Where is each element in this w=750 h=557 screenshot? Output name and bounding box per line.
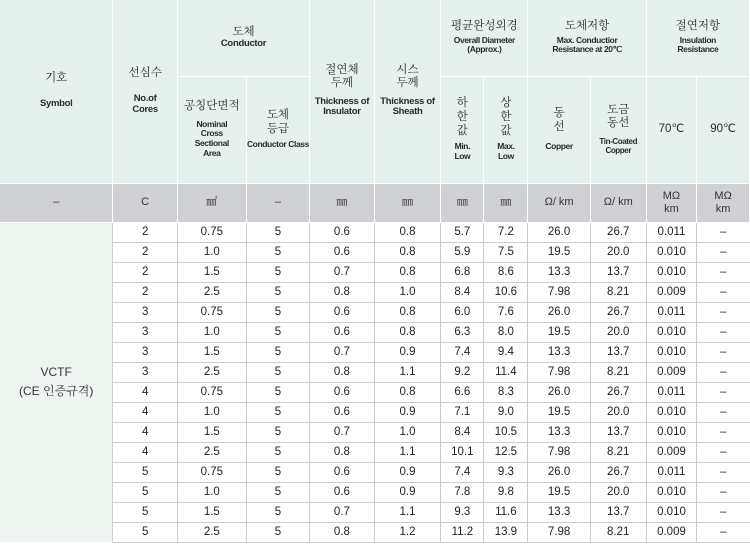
table-cell: 5	[246, 402, 309, 422]
copper-header-ko-1: 동	[553, 106, 565, 119]
low-header-ko-3: 값	[456, 124, 468, 137]
table-cell: 5	[246, 462, 309, 482]
table-cell: 5	[246, 362, 309, 382]
table-cell: 5	[246, 262, 309, 282]
table-cell: –	[697, 402, 750, 422]
insulation-resistance-header-en: Insulation Resistance	[677, 34, 719, 55]
sheath-header	[374, 0, 441, 183]
table-cell: 13.3	[528, 262, 590, 282]
table-cell: 8.21	[590, 442, 646, 462]
table-cell: 2.5	[177, 522, 246, 542]
table-cell: 1.0	[374, 282, 441, 302]
table-row	[0, 422, 750, 442]
table-cell: 26.0	[528, 462, 590, 482]
tin-copper-header-en: Tin-Coated Copper	[599, 136, 638, 155]
table-cell: 1.5	[177, 502, 246, 522]
table-cell: 10.5	[484, 422, 528, 442]
table-cell: 8.21	[590, 282, 646, 302]
table-cell: 7.4	[441, 342, 484, 362]
table-cell: 5	[113, 482, 178, 502]
insulation-resistance-header	[646, 0, 749, 76]
unit-cell: C	[113, 183, 178, 222]
tin-copper-header	[590, 76, 646, 183]
table-cell: 19.5	[528, 322, 590, 342]
table-cell: 26.7	[590, 222, 646, 242]
table-cell: 11.4	[484, 362, 528, 382]
table-cell: 13.7	[590, 342, 646, 362]
table-cell: 3	[113, 362, 178, 382]
temp-70-header	[646, 76, 697, 183]
table-cell: 3	[113, 322, 178, 342]
table-row	[0, 342, 750, 362]
table-cell: –	[697, 442, 750, 462]
table-cell: 13.7	[590, 262, 646, 282]
table-cell: 2	[113, 282, 178, 302]
symbol-name: VCTF	[40, 365, 72, 380]
table-cell: 5	[246, 242, 309, 262]
table-cell: 0.8	[310, 522, 375, 542]
unit-cell: ㎜	[374, 183, 441, 222]
table-cell: 8.21	[590, 362, 646, 382]
table-row	[0, 282, 750, 302]
temp-90-label: 90℃	[710, 122, 736, 135]
table-cell: 0.8	[310, 282, 375, 302]
table-cell: 12.5	[484, 442, 528, 462]
unit-cell: Ω/ km	[590, 183, 646, 222]
table-cell: 10.6	[484, 282, 528, 302]
table-cell: 9.3	[441, 502, 484, 522]
table-cell: 5	[113, 502, 178, 522]
table-cell: 19.5	[528, 402, 590, 422]
table-cell: –	[697, 342, 750, 362]
table-cell: –	[697, 322, 750, 342]
table-row	[0, 402, 750, 422]
insulator-header	[310, 0, 375, 183]
table-cell: 7.98	[528, 282, 590, 302]
table-cell: –	[697, 422, 750, 442]
table-cell: 5.7	[441, 222, 484, 242]
table-cell: 0.8	[374, 382, 441, 402]
sheath-header-en: Thickness of Sheath	[380, 95, 435, 118]
table-cell: 20.0	[590, 402, 646, 422]
table-cell: 5	[246, 342, 309, 362]
table-cell: 0.8	[374, 222, 441, 242]
unit-cell: ㎟	[177, 183, 246, 222]
symbol-header-ko: 기호	[45, 72, 68, 85]
table-cell: 0.011	[646, 462, 697, 482]
table-cell: 7.98	[528, 442, 590, 462]
table-cell: 0.75	[177, 302, 246, 322]
table-cell: 9.2	[441, 362, 484, 382]
low-header-ko-2: 한	[456, 110, 468, 123]
resistance-header	[528, 0, 646, 76]
tin-copper-header-ko: 도금 동선	[607, 104, 630, 130]
table-cell: 1.0	[177, 322, 246, 342]
table-cell: 7.98	[528, 362, 590, 382]
table-cell: –	[697, 462, 750, 482]
table-cell: 11.6	[484, 502, 528, 522]
table-cell: 20.0	[590, 482, 646, 502]
table-cell: –	[697, 502, 750, 522]
table-cell: 13.3	[528, 422, 590, 442]
table-cell: 4	[113, 382, 178, 402]
table-cell: 0.6	[310, 242, 375, 262]
table-cell: –	[697, 382, 750, 402]
symbol-note: (CE 인증규격)	[19, 384, 94, 399]
resistance-header-ko: 도체저항	[564, 20, 610, 33]
table-cell: 1.1	[374, 502, 441, 522]
table-cell: 9.4	[484, 342, 528, 362]
table-cell: 0.6	[310, 322, 375, 342]
table-cell: 0.7	[310, 422, 375, 442]
table-cell: 1.0	[177, 482, 246, 502]
table-cell: 3	[113, 342, 178, 362]
high-header-ko-3: 값	[500, 124, 512, 137]
table-row	[0, 482, 750, 502]
table-cell: 0.8	[310, 362, 375, 382]
table-cell: 1.1	[374, 442, 441, 462]
table-row	[0, 322, 750, 342]
table-cell: 5	[246, 522, 309, 542]
table-cell: 0.010	[646, 402, 697, 422]
symbol-header	[0, 0, 113, 183]
table-cell: 9.0	[484, 402, 528, 422]
table-row	[0, 242, 750, 262]
area-header-ko: 공칭단면적	[184, 100, 240, 113]
table-cell: 19.5	[528, 482, 590, 502]
unit-cell: ㎜	[484, 183, 528, 222]
table-row	[0, 462, 750, 482]
table-cell: 1.0	[374, 422, 441, 442]
table-cell: 4	[113, 422, 178, 442]
symbol-cell	[0, 222, 113, 542]
table-cell: 8.4	[441, 422, 484, 442]
table-cell: 7.6	[484, 302, 528, 322]
table-cell: 13.9	[484, 522, 528, 542]
table-cell: 6.6	[441, 382, 484, 402]
table-cell: 0.010	[646, 342, 697, 362]
low-header-ko-1: 하	[456, 97, 468, 110]
area-header	[177, 76, 246, 183]
unit-cell: ㎜	[441, 183, 484, 222]
table-cell: 1.2	[374, 522, 441, 542]
table-cell: 5	[246, 382, 309, 402]
table-cell: 0.011	[646, 382, 697, 402]
unit-cell: –	[0, 183, 113, 222]
table-cell: 0.010	[646, 322, 697, 342]
table-cell: 26.7	[590, 302, 646, 322]
table-cell: 0.6	[310, 222, 375, 242]
table-cell: 5	[246, 442, 309, 462]
table-cell: 7.5	[484, 242, 528, 262]
table-cell: 0.8	[374, 242, 441, 262]
table-cell: 1.1	[374, 362, 441, 382]
table-row	[0, 442, 750, 462]
table-cell: –	[697, 282, 750, 302]
temp-70-label: 70℃	[658, 122, 685, 135]
cores-header-en: No.of Cores	[132, 92, 158, 115]
table-cell: 1.0	[177, 402, 246, 422]
table-cell: 26.0	[528, 302, 590, 322]
table-cell: 7.8	[441, 482, 484, 502]
table-cell: 13.7	[590, 422, 646, 442]
diameter-header-ko: 평균완성외경	[451, 20, 518, 33]
table-cell: –	[697, 242, 750, 262]
sheath-header-ko: 시스 두께	[396, 64, 419, 90]
table-cell: 10.1	[441, 442, 484, 462]
table-cell: 0.8	[374, 322, 441, 342]
insulator-header-ko: 절연체 두께	[325, 64, 359, 90]
area-header-en: Nominal Cross Sectional Area	[194, 118, 229, 158]
table-cell: 2.5	[177, 442, 246, 462]
temp-90-header	[697, 76, 750, 183]
table-cell: 0.6	[310, 382, 375, 402]
table-cell: 2	[113, 242, 178, 262]
table-cell: 0.010	[646, 422, 697, 442]
table-cell: 7.98	[528, 522, 590, 542]
diameter-header-en: Overall Diameter (Approx.)	[453, 34, 515, 55]
table-cell: 4	[113, 402, 178, 422]
table-cell: 0.6	[310, 302, 375, 322]
table-cell: –	[697, 302, 750, 322]
cores-header-ko: 선심수	[128, 66, 162, 79]
table-row	[0, 262, 750, 282]
table-cell: 6.8	[441, 262, 484, 282]
table-row	[0, 502, 750, 522]
high-header-ko-2: 한	[500, 110, 512, 123]
table-cell: 0.009	[646, 522, 697, 542]
table-cell: 0.011	[646, 302, 697, 322]
copper-header-ko-2: 선	[553, 120, 565, 133]
unit-cell: Ω/ km	[528, 183, 590, 222]
table-cell: –	[697, 362, 750, 382]
table-cell: 0.9	[374, 462, 441, 482]
copper-header	[528, 76, 590, 183]
units-row	[0, 183, 750, 222]
resistance-header-en: Max. Conductior Resistance at 20℃	[552, 34, 622, 55]
table-cell: 0.75	[177, 382, 246, 402]
table-cell: –	[697, 222, 750, 242]
table-cell: 0.8	[374, 262, 441, 282]
table-cell: 0.9	[374, 402, 441, 422]
table-cell: 2	[113, 262, 178, 282]
table-cell: 0.011	[646, 222, 697, 242]
table-cell: 0.010	[646, 482, 697, 502]
table-cell: 13.7	[590, 502, 646, 522]
table-cell: 7.4	[441, 462, 484, 482]
table-cell: 0.010	[646, 262, 697, 282]
table-row	[0, 302, 750, 322]
table-cell: 5	[246, 302, 309, 322]
symbol-header-en: Symbol	[39, 98, 73, 110]
table-cell: 0.75	[177, 462, 246, 482]
table-cell: 5	[246, 422, 309, 442]
table-cell: 0.8	[310, 442, 375, 462]
table-cell: 7.1	[441, 402, 484, 422]
table-cell: 5.9	[441, 242, 484, 262]
table-cell: –	[697, 262, 750, 282]
table-cell: 2.5	[177, 282, 246, 302]
unit-cell: –	[246, 183, 309, 222]
table-cell: 7.2	[484, 222, 528, 242]
table-cell: 5	[246, 222, 309, 242]
table-cell: 13.3	[528, 342, 590, 362]
table-cell: 3	[113, 302, 178, 322]
table-cell: 0.009	[646, 282, 697, 302]
class-header-ko: 도체 등급	[266, 109, 290, 135]
table-cell: 5	[246, 322, 309, 342]
table-row	[0, 522, 750, 542]
table-cell: 19.5	[528, 242, 590, 262]
table-cell: 20.0	[590, 322, 646, 342]
table-cell: 0.7	[310, 342, 375, 362]
table-cell: 4	[113, 442, 178, 462]
diameter-header	[441, 0, 528, 76]
table-cell: 0.6	[310, 402, 375, 422]
table-cell: –	[697, 482, 750, 502]
table-cell: 1.0	[177, 242, 246, 262]
table-cell: 5	[246, 482, 309, 502]
table-cell: 0.6	[310, 462, 375, 482]
table-cell: 6.0	[441, 302, 484, 322]
table-row	[0, 362, 750, 382]
table-cell: 8.0	[484, 322, 528, 342]
table-cell: 8.21	[590, 522, 646, 542]
table-row	[0, 222, 750, 242]
low-header-en: Min. Low	[454, 141, 471, 162]
high-header-ko-1: 상	[500, 97, 512, 110]
table-cell: 1.5	[177, 422, 246, 442]
low-header	[441, 76, 484, 183]
unit-cell: MΩ km	[697, 183, 750, 222]
insulator-header-en: Thickness of Insulator	[314, 95, 370, 118]
table-cell: 0.7	[310, 262, 375, 282]
table-cell: 0.010	[646, 502, 697, 522]
table-cell: 5	[113, 462, 178, 482]
table-cell: 26.7	[590, 462, 646, 482]
table-cell: 0.8	[374, 302, 441, 322]
table-cell: 0.7	[310, 502, 375, 522]
conductor-header-en: Conductor	[220, 37, 267, 49]
cores-header	[113, 0, 178, 183]
table-cell: 8.4	[441, 282, 484, 302]
table-cell: 0.6	[310, 482, 375, 502]
table-cell: 2.5	[177, 362, 246, 382]
table-cell: 9.8	[484, 482, 528, 502]
high-header-en: Max. Low	[497, 141, 515, 162]
table-cell: 0.9	[374, 482, 441, 502]
table-cell: –	[697, 522, 750, 542]
table-cell: 1.5	[177, 342, 246, 362]
table-cell: 13.3	[528, 502, 590, 522]
high-header	[484, 76, 528, 183]
table-row	[0, 382, 750, 402]
table-cell: 8.6	[484, 262, 528, 282]
table-cell: 0.9	[374, 342, 441, 362]
table-cell: 2	[113, 222, 178, 242]
table-cell: 11.2	[441, 522, 484, 542]
table-cell: 5	[246, 282, 309, 302]
conductor-header-ko: 도체	[232, 25, 255, 38]
class-header-en: Conductor Class	[246, 138, 309, 149]
table-cell: 9.3	[484, 462, 528, 482]
table-cell: 0.75	[177, 222, 246, 242]
insulation-resistance-header-ko: 절연저항	[675, 20, 721, 33]
table-cell: 26.0	[528, 382, 590, 402]
conductor-header	[177, 0, 309, 76]
table-cell: 20.0	[590, 242, 646, 262]
unit-cell: ㎜	[310, 183, 375, 222]
table-cell: 0.009	[646, 362, 697, 382]
table-cell: 1.5	[177, 262, 246, 282]
table-cell: 26.0	[528, 222, 590, 242]
table-cell: 0.010	[646, 242, 697, 262]
table-cell: 5	[246, 502, 309, 522]
table-cell: 0.009	[646, 442, 697, 462]
table-cell: 8.3	[484, 382, 528, 402]
unit-cell: MΩ km	[646, 183, 697, 222]
table-cell: 5	[113, 522, 178, 542]
table-cell: 6.3	[441, 322, 484, 342]
class-header	[246, 76, 309, 183]
copper-header-en: Copper	[545, 141, 573, 152]
table-cell: 26.7	[590, 382, 646, 402]
